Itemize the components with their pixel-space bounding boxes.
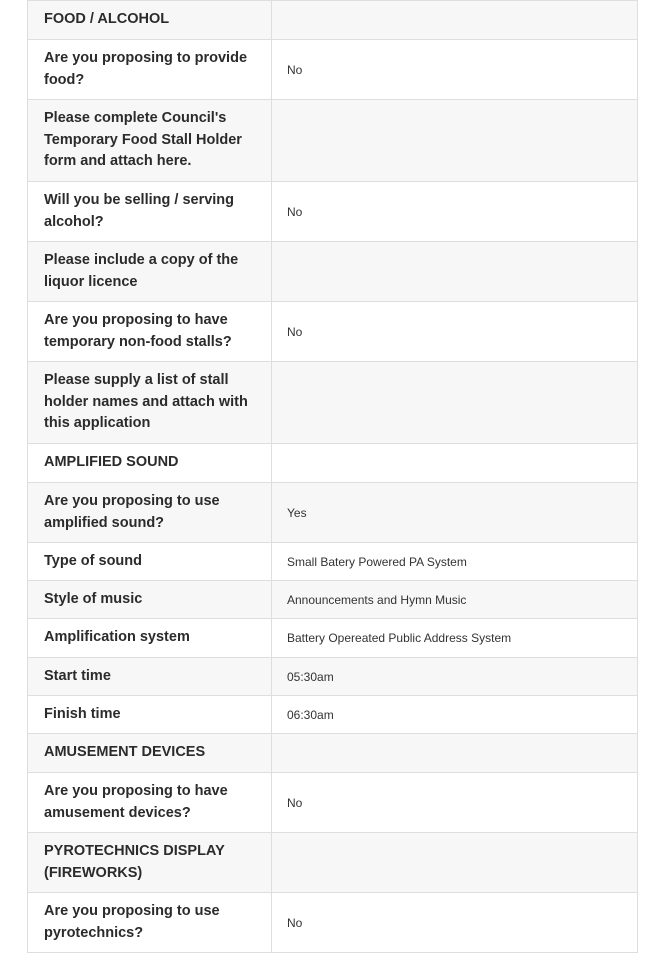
table-row — [28, 302, 638, 362]
question-label: Will you be selling / serving alcohol? — [28, 182, 272, 242]
table-row — [28, 362, 638, 444]
answer-value — [272, 362, 638, 444]
answer-cell — [272, 1, 638, 40]
answer-value — [272, 242, 638, 302]
section-heading: FOOD / ALCOHOL — [28, 1, 272, 40]
answer-value: Yes — [272, 483, 638, 543]
question-label: Amplification system — [28, 619, 272, 658]
section-row-pyrotechnics — [28, 833, 638, 893]
answer-value: 05:30am — [272, 658, 638, 696]
table-row — [28, 696, 638, 734]
question-label: Please complete Council's Temporary Food Stall Holder form and attach here. — [28, 100, 272, 182]
answer-value: No — [272, 40, 638, 100]
question-label: Are you proposing to use pyrotechnics? — [28, 893, 272, 953]
table-row — [28, 543, 638, 581]
question-label: Finish time — [28, 696, 272, 734]
answer-value: No — [272, 302, 638, 362]
answer-cell — [272, 444, 638, 483]
question-label: Style of music — [28, 581, 272, 619]
question-label: Please supply a list of stall holder names and attach with this application — [28, 362, 272, 444]
question-label: Are you proposing to have temporary non-food stalls? — [28, 302, 272, 362]
section-heading: AMPLIFIED SOUND — [28, 444, 272, 483]
answer-value: Small Batery Powered PA System — [272, 543, 638, 581]
table-row — [28, 658, 638, 696]
answer-value: Battery Opereated Public Address System — [272, 619, 638, 658]
question-label: Please include a copy of the liquor licence — [28, 242, 272, 302]
table-row — [28, 773, 638, 833]
section-row-amplified-sound — [28, 444, 638, 483]
section-row-food-alcohol — [28, 1, 638, 40]
answer-value: 06:30am — [272, 696, 638, 734]
application-details-table — [27, 0, 638, 953]
answer-value: No — [272, 773, 638, 833]
question-label: Are you proposing to provide food? — [28, 40, 272, 100]
section-row-amusement-devices — [28, 734, 638, 773]
answer-cell — [272, 734, 638, 773]
question-label: Are you proposing to use amplified sound? — [28, 483, 272, 543]
section-heading: AMUSEMENT DEVICES — [28, 734, 272, 773]
table-row — [28, 182, 638, 242]
answer-value: No — [272, 182, 638, 242]
answer-value: Announcements and Hymn Music — [272, 581, 638, 619]
table-row — [28, 483, 638, 543]
table-row — [28, 619, 638, 658]
question-label: Are you proposing to have amusement devices? — [28, 773, 272, 833]
question-label: Type of sound — [28, 543, 272, 581]
answer-value — [272, 100, 638, 182]
answer-cell — [272, 833, 638, 893]
question-label: Start time — [28, 658, 272, 696]
table-row — [28, 581, 638, 619]
table-row — [28, 40, 638, 100]
table-row — [28, 242, 638, 302]
table-row — [28, 100, 638, 182]
section-heading: PYROTECHNICS DISPLAY (FIREWORKS) — [28, 833, 272, 893]
table-row — [28, 893, 638, 953]
answer-value: No — [272, 893, 638, 953]
